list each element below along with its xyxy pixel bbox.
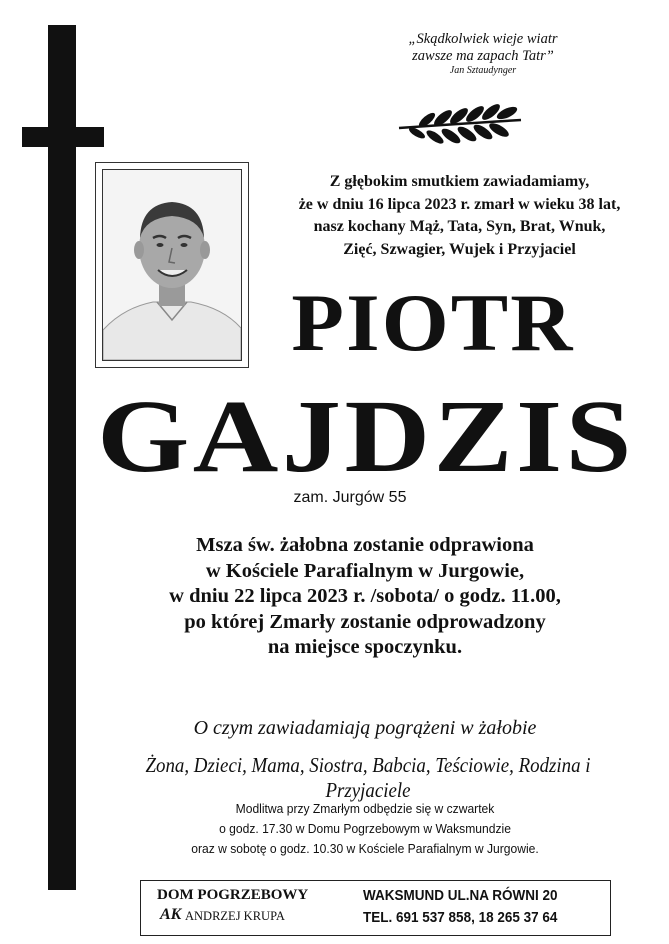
funeral-home-box xyxy=(140,880,611,936)
mourners-family: Żona, Dzieci, Mama, Siostra, Babcia, Teściowie, Rodzina i Przyjaciele xyxy=(145,753,591,802)
funeral-home-address: WAKSMUND UL.NA RÓWNI 20 xyxy=(363,887,558,904)
funeral-home-owner: ANDRZEJ KRUPA xyxy=(185,909,285,923)
quote-author: Jan Sztaudynger xyxy=(449,65,517,76)
announcement-line-4: Zięć, Szwagier, Wujek i Przyjaciel xyxy=(343,240,576,258)
mass-info xyxy=(100,533,630,661)
funeral-home-phone: TEL. 691 537 858, 18 265 37 64 xyxy=(363,909,558,926)
announcement-line-2: że w dniu 16 lipca 2023 r. zmarł w wieku 38 lat, xyxy=(298,195,621,213)
laurel-branch-icon xyxy=(395,98,525,146)
mass-line-2: w Kościele Parafialnym w Jurgowie, xyxy=(205,559,525,582)
deceased-photo-frame xyxy=(95,162,249,368)
announcement-line-3: nasz kochany Mąż, Tata, Syn, Brat, Wnuk, xyxy=(313,218,606,235)
quote-block xyxy=(358,31,608,77)
deceased-address: zam. Jurgów 55 xyxy=(293,489,407,506)
mass-line-1: Msza św. żałobna zostanie odprawiona xyxy=(196,534,534,556)
deceased-photo xyxy=(102,169,242,361)
cross-horizontal-bar xyxy=(22,127,104,147)
funeral-home-name: DOM POGRZEBOWY xyxy=(157,887,309,903)
deceased-first-name: PIOTR xyxy=(291,277,575,368)
prayer-line-2: o godz. 17.30 w Domu Pogrzebowym w Waksmundzie xyxy=(219,821,511,836)
quote-line-2: zawsze ma zapach Tatr” xyxy=(412,48,554,64)
prayer-line-1: Modlitwa przy Zmarłym odbędzie się w czwartek xyxy=(235,801,495,816)
mass-line-3: w dniu 22 lipca 2023 r. /sobota/ o godz. 11.00, xyxy=(169,585,561,607)
quote-line-1: „Skądkolwiek wieje wiatr xyxy=(408,31,558,47)
prayer-info xyxy=(137,799,593,859)
funeral-home-logo: AK xyxy=(160,906,182,923)
mass-line-5: na miejsce spoczynku. xyxy=(267,636,463,658)
announcement-text xyxy=(262,171,657,261)
prayer-line-3: oraz w sobotę o godz. 10.30 w Kościele Parafialnym w Jurgowie. xyxy=(191,841,539,856)
mourners-intro: O czym zawiadamiają pogrążeni w żałobie xyxy=(193,717,537,739)
deceased-last-name: GAJDZIS xyxy=(97,379,635,494)
announcement-line-1: Z głębokim smutkiem zawiadamiamy, xyxy=(329,173,590,190)
mass-line-4: po której Zmarły zostanie odprowadzony xyxy=(184,610,546,633)
